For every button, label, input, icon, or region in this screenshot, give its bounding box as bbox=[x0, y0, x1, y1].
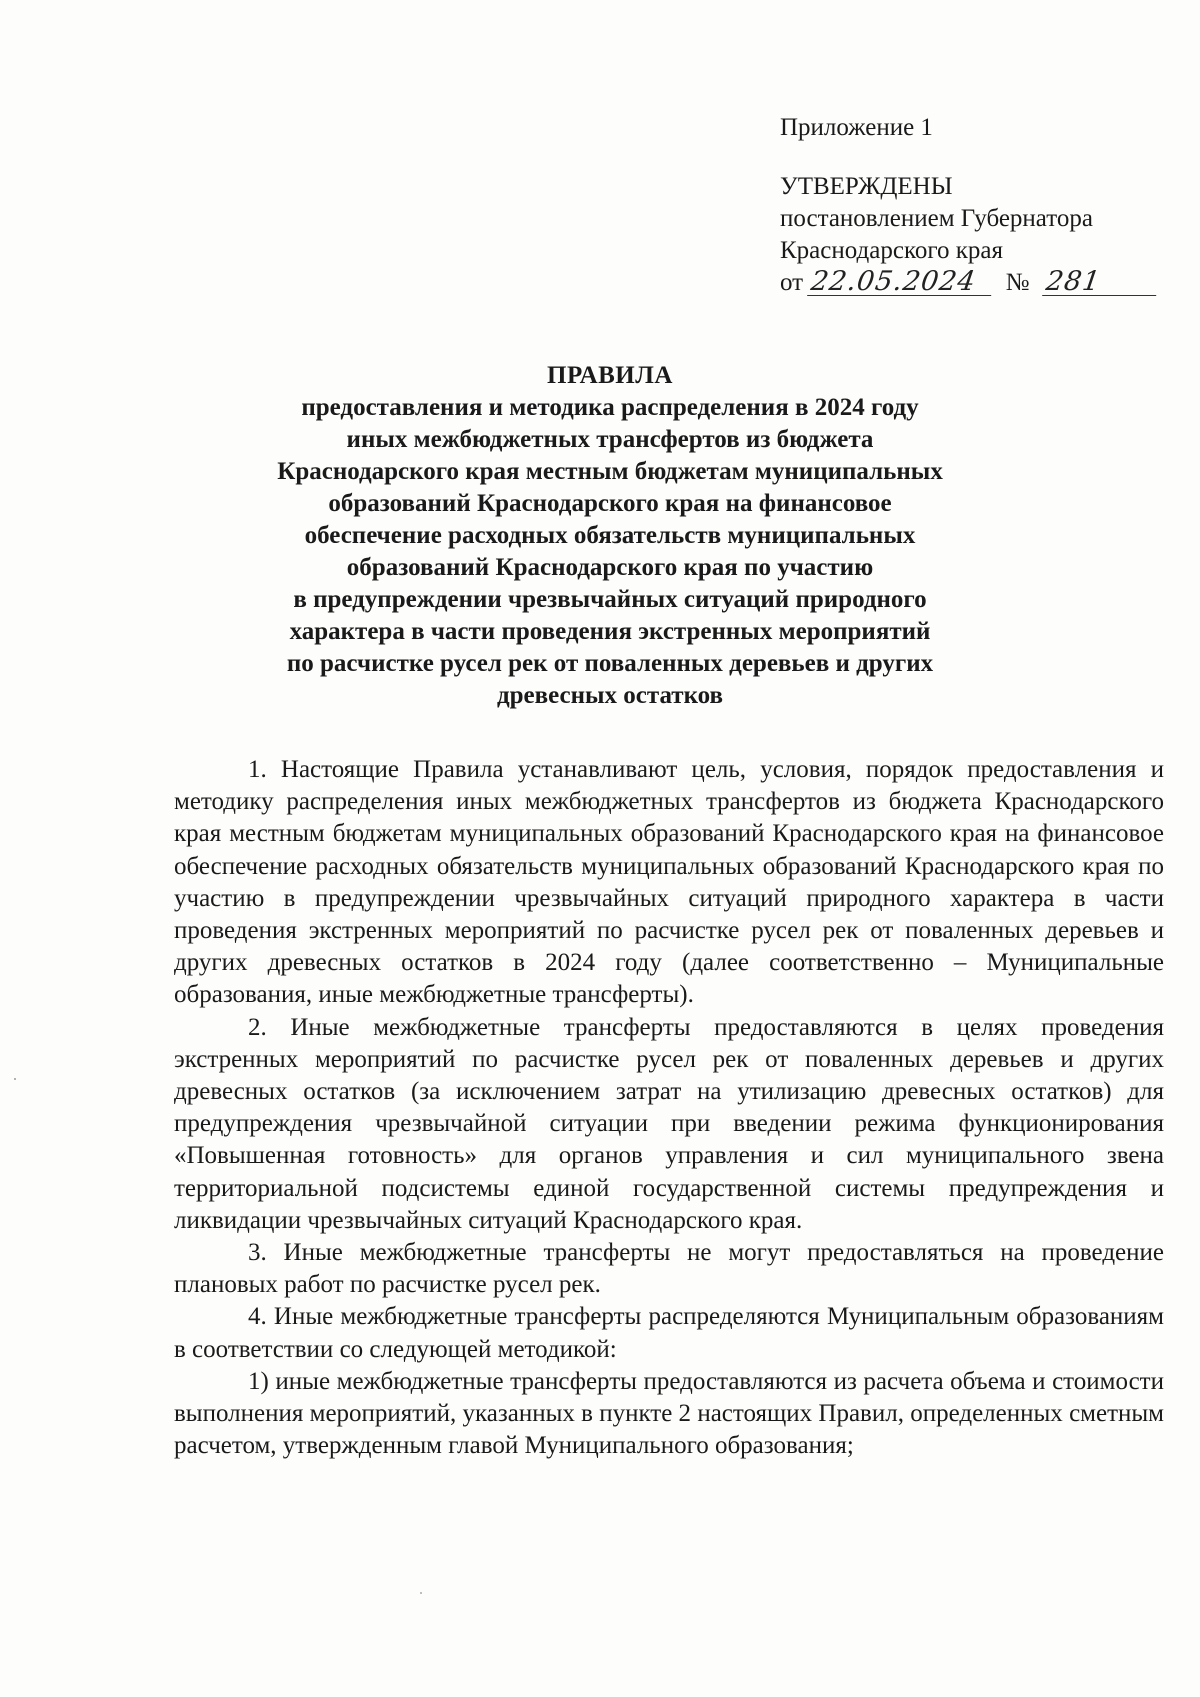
title-line: иных межбюджетных трансфертов из бюджета bbox=[346, 426, 874, 453]
paragraph-1: 1. Настоящие Правила устанавливают цель, условия, порядок предоставления и методику распределения иных межбюджетных трансфертов из бюджета Краснодарского края местным бюджетам муниципальных образований Краснодарского края на финансовое обеспечение расходных обязательств муниципальных образований Краснодарского края по участию в предупреждении чрезвычайных ситуаций природного характера в части проведения экстренных мероприятий по расчистке русел рек от поваленных деревьев и других древесных остатков в 2024 году (далее соответственно – Муниципальные образования, иные межбюджетные трансферты). bbox=[174, 756, 1164, 1009]
title-line: обеспечение расходных обязательств муниципальных bbox=[304, 522, 916, 549]
approval-stamp-block bbox=[780, 112, 1160, 299]
paragraph-4-item-1: 1) иные межбюджетные трансферты предоставляются из расчета объема и стоимости выполнения мероприятий, указанных в пункте 2 настоящих Правил, определенных сметным расчетом, утвержденным главой Муниципального образования; bbox=[174, 1367, 1164, 1460]
title-line: характера в части проведения экстренных мероприятий bbox=[289, 618, 931, 645]
decree-date-line bbox=[780, 267, 1160, 299]
date-prefix: от bbox=[780, 269, 804, 296]
handwritten-number: 281 bbox=[1042, 269, 1160, 296]
title-line: образований Краснодарского края на финансовое bbox=[328, 490, 892, 517]
title-line: образований Краснодарского края по участию bbox=[346, 554, 874, 581]
paragraph-3: 3. Иные межбюджетные трансферты не могут предоставляться на проведение плановых работ по расчистке русел рек. bbox=[174, 1239, 1164, 1299]
paragraph-4: 4. Иные межбюджетные трансферты распределяются Муниципальным образованиям в соответствии со следующей методикой: bbox=[174, 1303, 1164, 1363]
approved-by-line-2: Краснодарского края bbox=[780, 237, 1003, 264]
document-title: ПРАВИЛА bbox=[547, 362, 673, 389]
title-line: древесных остатков bbox=[496, 682, 724, 709]
handwritten-date: 22.05.2024 bbox=[807, 269, 995, 296]
annex-label: Приложение 1 bbox=[780, 114, 933, 141]
title-line: Краснодарского края местным бюджетам муниципальных bbox=[277, 458, 943, 485]
title-line: в предупреждении чрезвычайных ситуаций природного bbox=[293, 586, 927, 613]
document-title-block bbox=[170, 360, 1050, 712]
title-line: по расчистке русел рек от поваленных деревьев и других bbox=[286, 650, 934, 677]
title-line: предоставления и методика распределения в 2024 году bbox=[301, 394, 919, 421]
paragraph-2: 2. Иные межбюджетные трансферты предоставляются в целях проведения экстренных мероприятий по расчистке русел рек от поваленных деревьев и других древесных остатков (за исключением затрат на утилизацию древесных остатков) для предупреждения чрезвычайной ситуации при введении режима функционирования «Повышенная готовность» для органов управления и сил муниципального звена территориальной подсистемы единой государственной системы предупреждения и ликвидации чрезвычайных ситуаций Краснодарского края. bbox=[174, 1013, 1164, 1234]
document-body bbox=[174, 754, 1164, 1462]
approved-by-line-1: постановлением Губернатора bbox=[780, 205, 1093, 232]
approved-label: УТВЕРЖДЕНЫ bbox=[780, 173, 953, 200]
scan-margin-mark bbox=[14, 1078, 16, 1080]
scan-speck bbox=[420, 1592, 422, 1594]
number-sign: № bbox=[1005, 269, 1030, 296]
